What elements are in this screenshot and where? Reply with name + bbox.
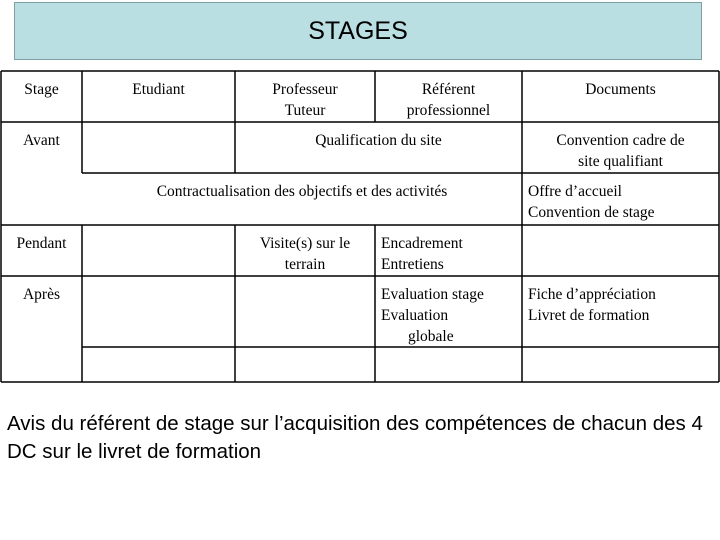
evaluation-text xyxy=(381,284,516,347)
header-stage: Stage xyxy=(24,81,59,98)
offre-accueil: Offre d’accueil Convention de stage xyxy=(528,183,655,221)
row-label-apres: Après xyxy=(22,286,61,303)
evaluation-line: Evaluation xyxy=(381,307,449,324)
fiche-appreciation: Fiche d’appréciation Livret de formation xyxy=(528,286,656,324)
visite-terrain: Visite(s) sur le terrain xyxy=(259,235,351,273)
header-etudiant: Etudiant xyxy=(132,81,185,98)
evaluation-line: globale xyxy=(408,328,454,345)
contractualisation: Contractualisation des objectifs et des activités xyxy=(156,183,448,200)
header-referent: Référent professionnel xyxy=(406,81,491,119)
qualification-du-site: Qualification du site xyxy=(315,132,442,149)
evaluation-stage xyxy=(375,278,522,353)
row-label-avant: Avant xyxy=(23,132,60,149)
encadrement: Encadrement Entretiens xyxy=(381,235,463,273)
footer-note: Avis du référent de stage sur l’acquisition des compétences de chacun des 4 DC sur le livret de formation xyxy=(7,412,703,463)
page-title: STAGES xyxy=(14,2,702,60)
header-documents: Documents xyxy=(585,81,656,98)
evaluation-line: Evaluation stage xyxy=(381,286,484,303)
header-professeur-tuteur: Professeur Tuteur xyxy=(272,81,338,119)
row-label-pendant: Pendant xyxy=(16,235,67,252)
convention-cadre: Convention cadre de site qualifiant xyxy=(556,132,685,170)
